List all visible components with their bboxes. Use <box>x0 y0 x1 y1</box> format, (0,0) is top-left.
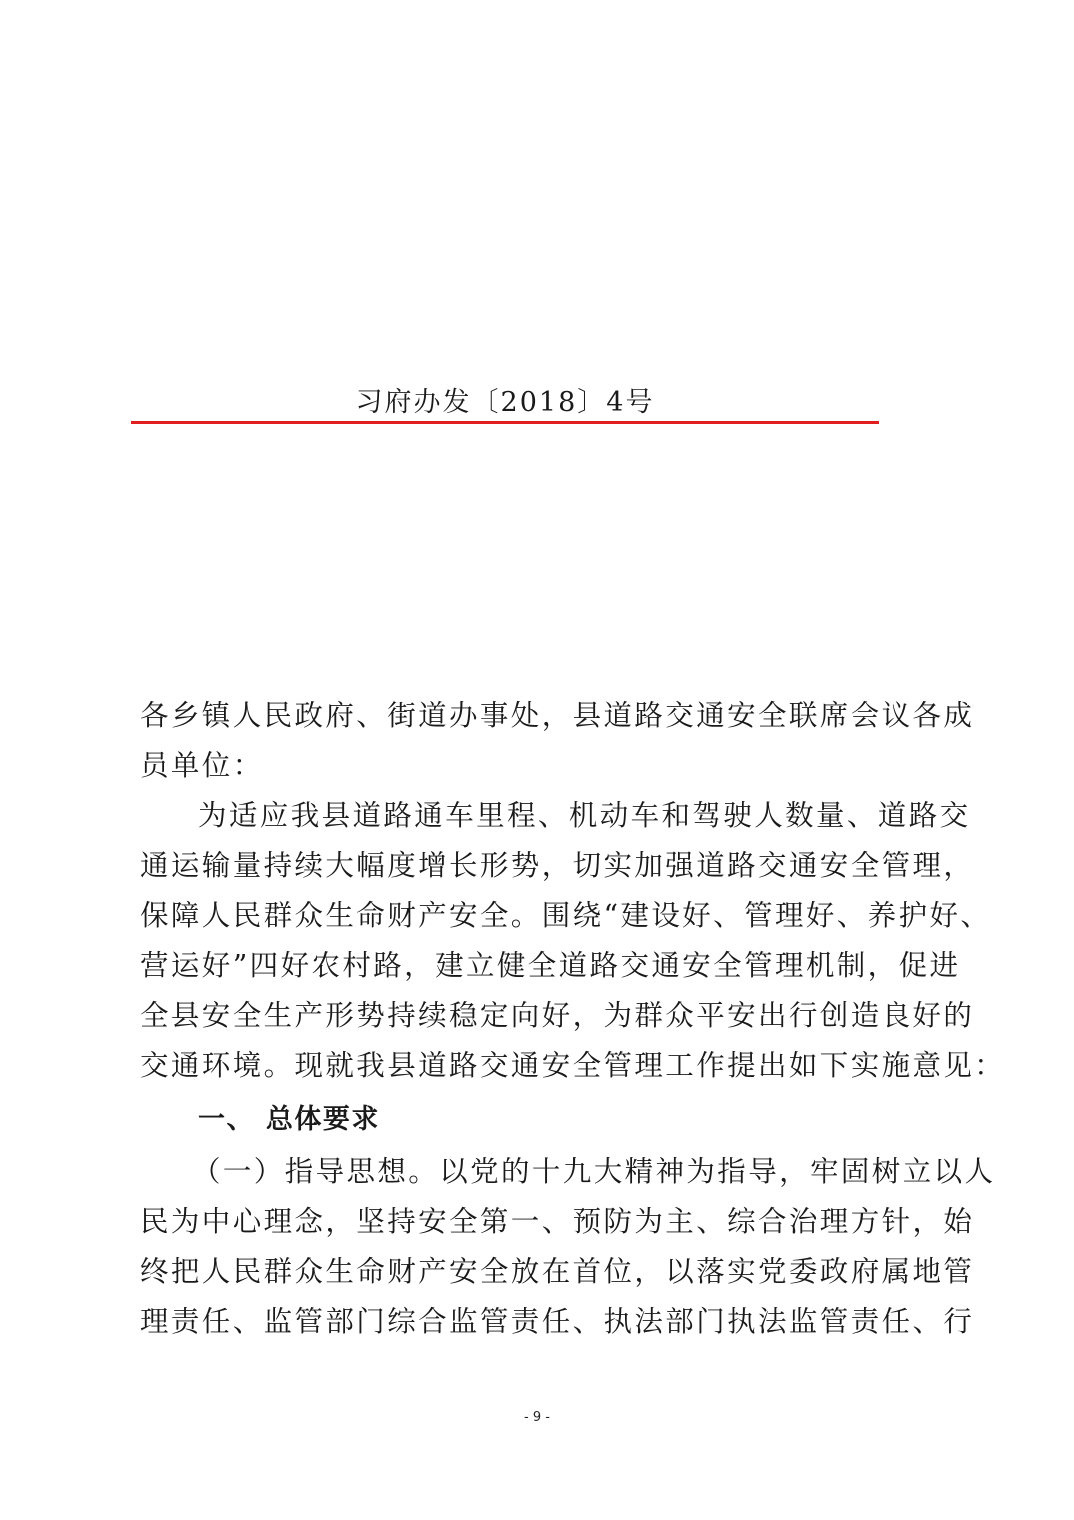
guiding-line-1: （一）指导思想。以党的十九大精神为指导，牢固树立以人 <box>192 1155 996 1188</box>
document-number: 习府办发〔2018〕4号 <box>355 387 655 418</box>
red-divider-line <box>131 421 879 424</box>
guiding-line-2: 民为中心理念，坚持安全第一、预防为主、综合治理方针，始 <box>140 1205 975 1238</box>
intro-line-3: 保障人民群众生命财产安全。围绕“建设好、管理好、养护好、 <box>140 899 992 932</box>
intro-line-5: 全县安全生产形势持续稳定向好，为群众平安出行创造良好的 <box>140 999 975 1032</box>
intro-line-1: 为适应我县道路通车里程、机动车和驾驶人数量、道路交 <box>198 799 971 832</box>
page-number: - 9 - <box>524 1410 550 1425</box>
salutation-line-1: 各乡镇人民政府、街道办事处，县道路交通安全联席会议各成 <box>140 699 975 732</box>
guiding-line-3: 终把人民群众生命财产安全放在首位，以落实党委政府属地管 <box>140 1255 975 1288</box>
intro-line-4: 营运好”四好农村路，建立健全道路交通安全管理机制，促进 <box>140 949 961 982</box>
intro-line-6: 交通环境。现就我县道路交通安全管理工作提出如下实施意见： <box>140 1049 1006 1082</box>
salutation-line-2: 员单位： <box>140 749 264 782</box>
section-heading: 一、 总体要求 <box>198 1104 380 1135</box>
intro-line-2: 通运输量持续大幅度增长形势，切实加强道路交通安全管理， <box>140 849 975 882</box>
guiding-line-4: 理责任、监管部门综合监管责任、执法部门执法监管责任、行 <box>140 1305 975 1338</box>
